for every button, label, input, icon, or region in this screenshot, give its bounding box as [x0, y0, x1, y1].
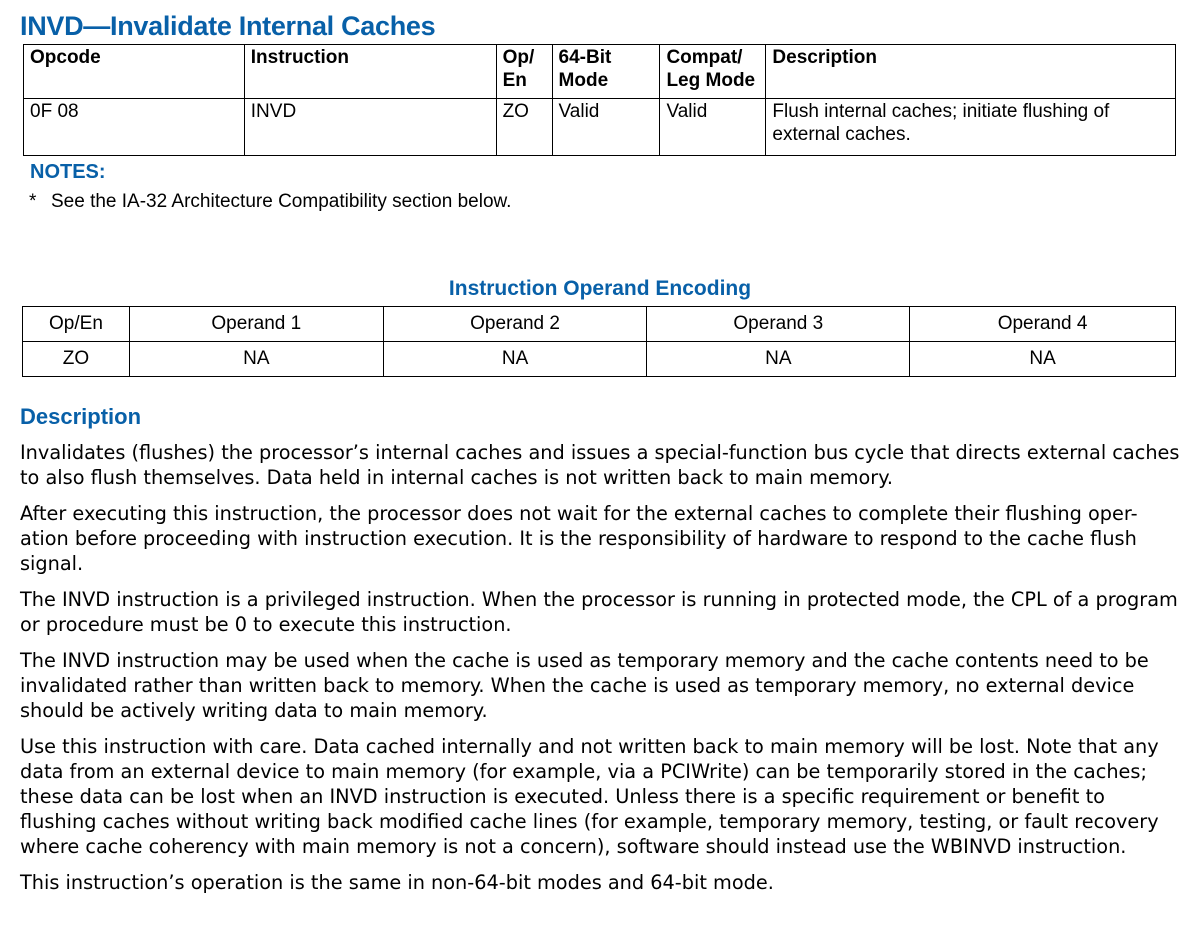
encoding-header-operand-1: Operand 1	[129, 307, 383, 342]
header-compat-leg-mode	[660, 45, 766, 99]
cell-description-line1: Flush internal caches; initiate flushing of	[772, 101, 1110, 122]
encoding-header-op-en: Op/En	[23, 307, 130, 342]
encoding-header-row	[23, 307, 1176, 342]
opcode-table-row	[24, 99, 1176, 156]
header-64bit-line2: Mode	[558, 70, 609, 91]
description-paragraph: After executing this instruction, the processor does not wait for the external caches to complete their flushing oper-ation before proceeding with instruction execution. It is the responsibility of hardware to respond to the cache flush signal.	[20, 502, 1138, 575]
encoding-header-operand-2: Operand 2	[383, 307, 647, 342]
opcode-table	[23, 44, 1176, 156]
notes-heading: NOTES:	[30, 161, 106, 183]
encoding-cell-operand-2: NA	[383, 342, 647, 377]
document-page	[20, 8, 1180, 894]
header-opcode: Opcode	[24, 45, 245, 99]
encoding-data-row	[23, 342, 1176, 377]
encoding-cell-operand-4: NA	[910, 342, 1176, 377]
encoding-table-caption: Instruction Operand Encoding	[448, 277, 752, 300]
cell-instruction: INVD	[244, 99, 496, 156]
description-paragraph: The INVD instruction may be used when the cache is used as temporary memory and the cache contents need to be invalidated rather than written back to memory. When the cache is used as temporary memory, no external device should be actively writing data to main memory.	[20, 649, 1149, 722]
description-paragraph: The INVD instruction is a privileged instruction. When the processor is running in protected mode, the CPL of a program or procedure must be 0 to execute this instruction.	[20, 588, 1178, 636]
cell-64bit-mode: Valid	[552, 99, 660, 156]
note-text: See the IA-32 Architecture Compatibility section below.	[51, 191, 512, 212]
header-64bit-line1: 64-Bit	[558, 47, 612, 68]
header-op-en-line1: Op/	[502, 47, 535, 68]
note-item	[29, 191, 511, 213]
header-description: Description	[766, 45, 1176, 99]
description-heading: Description	[20, 404, 142, 429]
cell-op-en: ZO	[496, 99, 552, 156]
encoding-cell-operand-3: NA	[647, 342, 910, 377]
header-compat-line1: Compat/	[666, 47, 743, 68]
header-64bit-mode	[552, 45, 660, 99]
note-asterisk: *	[29, 191, 37, 212]
header-compat-line2: Leg Mode	[666, 70, 756, 91]
encoding-header-operand-4: Operand 4	[910, 307, 1176, 342]
header-instruction: Instruction	[244, 45, 496, 99]
cell-description-line2: external caches.	[772, 124, 911, 145]
description-paragraph: Invalidates (flushes) the processor’s internal caches and issues a special-function bus cycle that directs external caches to also flush themselves. Data held in internal caches is not written back to main memory.	[20, 441, 1180, 489]
encoding-cell-operand-1: NA	[129, 342, 383, 377]
encoding-cell-op-en: ZO	[23, 342, 130, 377]
encoding-header-operand-3: Operand 3	[647, 307, 910, 342]
description-paragraph: Use this instruction with care. Data cached internally and not written back to main memory will be lost. Note that any data from an external device to main memory (for example, via a PCIWrite) can be temporarily stored in the caches; these data can be lost when an INVD instruction is executed. Unless there is a specific requirement or benefit to flushing caches without writing back modified cache lines (for example, temporary memory, testing, or fault recovery where cache coherency with main memory is not a concern), software should instead use the WBINVD instruction.	[20, 735, 1159, 858]
header-op-en	[496, 45, 552, 99]
page-title: INVD—Invalidate Internal Caches	[20, 11, 436, 41]
cell-compat-leg-mode: Valid	[660, 99, 766, 156]
description-body	[20, 440, 1182, 906]
description-paragraph: This instruction’s operation is the same in non-64-bit modes and 64-bit mode.	[20, 871, 774, 894]
header-op-en-line2: En	[502, 70, 527, 91]
cell-opcode: 0F 08	[24, 99, 245, 156]
opcode-table-header-row	[24, 45, 1176, 99]
cell-description	[766, 99, 1176, 156]
operand-encoding-table	[22, 306, 1176, 377]
